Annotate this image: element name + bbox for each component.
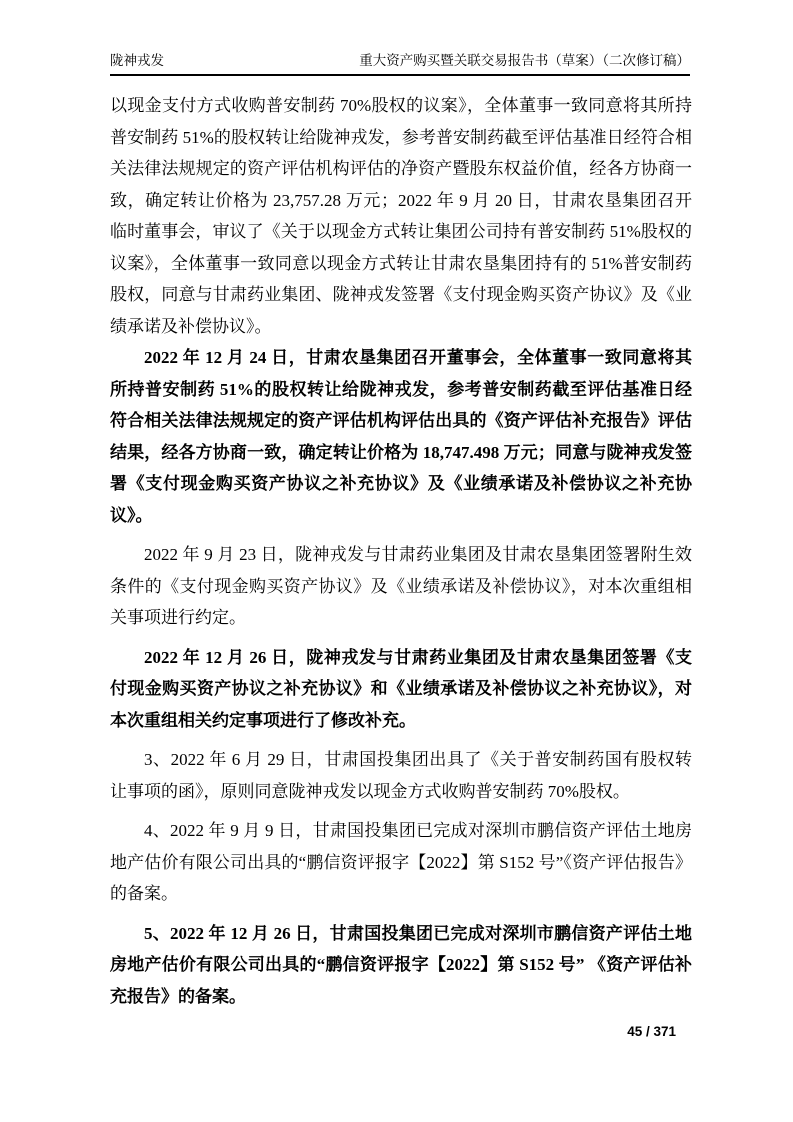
page-header [110, 53, 690, 76]
paragraph-bold-2022-12-26: 2022 年 12 月 26 日，陇神戎发与甘肃药业集团及甘肃农垦集团签署《支付现金购买资产协议之补充协议》和《业绩承诺及补偿协议之补充协议》，对本次重组相关约定事项进行了修改补充。 [110, 647, 692, 730]
paragraph-2022-09-23: 2022 年 9 月 23 日，陇神戎发与甘肃药业集团及甘肃农垦集团签署附生效条件的《支付现金购买资产协议》及《业绩承诺及补偿协议》，对本次重组相关事项进行约定。 [110, 545, 692, 627]
paragraph-item-5: 5、2022 年 12 月 26 日，甘肃国投集团已完成对深圳市鹏信资产评估土地房地产估价有限公司出具的“鹏信资评报字【2022】第 S152 号” 《资产评估补充报告》的备案。 [110, 923, 692, 1006]
paragraph-bold-2022-12-24: 2022 年 12 月 24 日，甘肃农垦集团召开董事会，全体董事一致同意将其所持普安制药 51%的股权转让给陇神戎发，参考普安制药截至评估基准日经符合相关法律法规规定的资产评估机构评估出具的《资产评估补充报告》评估结果，经各方协商一致，确定转让价格为 18,747.498 万元；同意与陇神戎发签署《支付现金购买资产协议之补充协议》及《业绩承诺及补偿协议之补充协议》。 [110, 348, 692, 525]
header-report-title: 重大资产购买暨关联交易报告书（草案）（二次修订稿） [359, 53, 690, 68]
page-number: 45 / 371 [627, 1024, 676, 1039]
document-body [110, 90, 692, 1020]
paragraph-continuation: 以现金支付方式收购普安制药 70%股权的议案》，全体董事一致同意将其所持普安制药 51%的股权转让给陇神戎发，参考普安制药截至评估基准日经符合相关法律法规规定的资产评估机构评估的净资产暨股东权益价值，经各方协商一致，确定转让价格为 23,757.28 万元；2022 年 9 月 20 日，甘肃农垦集团召开临时董事会，审议了《关于以现金方式转让集团公司持有普安制药 51%股权的议案》，全体董事一致同意以现金方式转让甘肃农垦集团持有的 51%普安制药股权，同意与甘肃药业集团、陇神戎发签署《支付现金购买资产协议》及《业绩承诺及补偿协议》。 [110, 96, 692, 336]
header-company-name: 陇神戎发 [110, 53, 164, 68]
paragraph-item-4: 4、2022 年 9 月 9 日，甘肃国投集团已完成对深圳市鹏信资产评估土地房地产估价有限公司出具的“鹏信资评报字【2022】第 S152 号”《资产评估报告》的备案。 [110, 821, 692, 903]
paragraph-item-3: 3、2022 年 6 月 29 日，甘肃国投集团出具了《关于普安制药国有股权转让事项的函》，原则同意陇神戎发以现金方式收购普安制药 70%股权。 [110, 750, 692, 801]
